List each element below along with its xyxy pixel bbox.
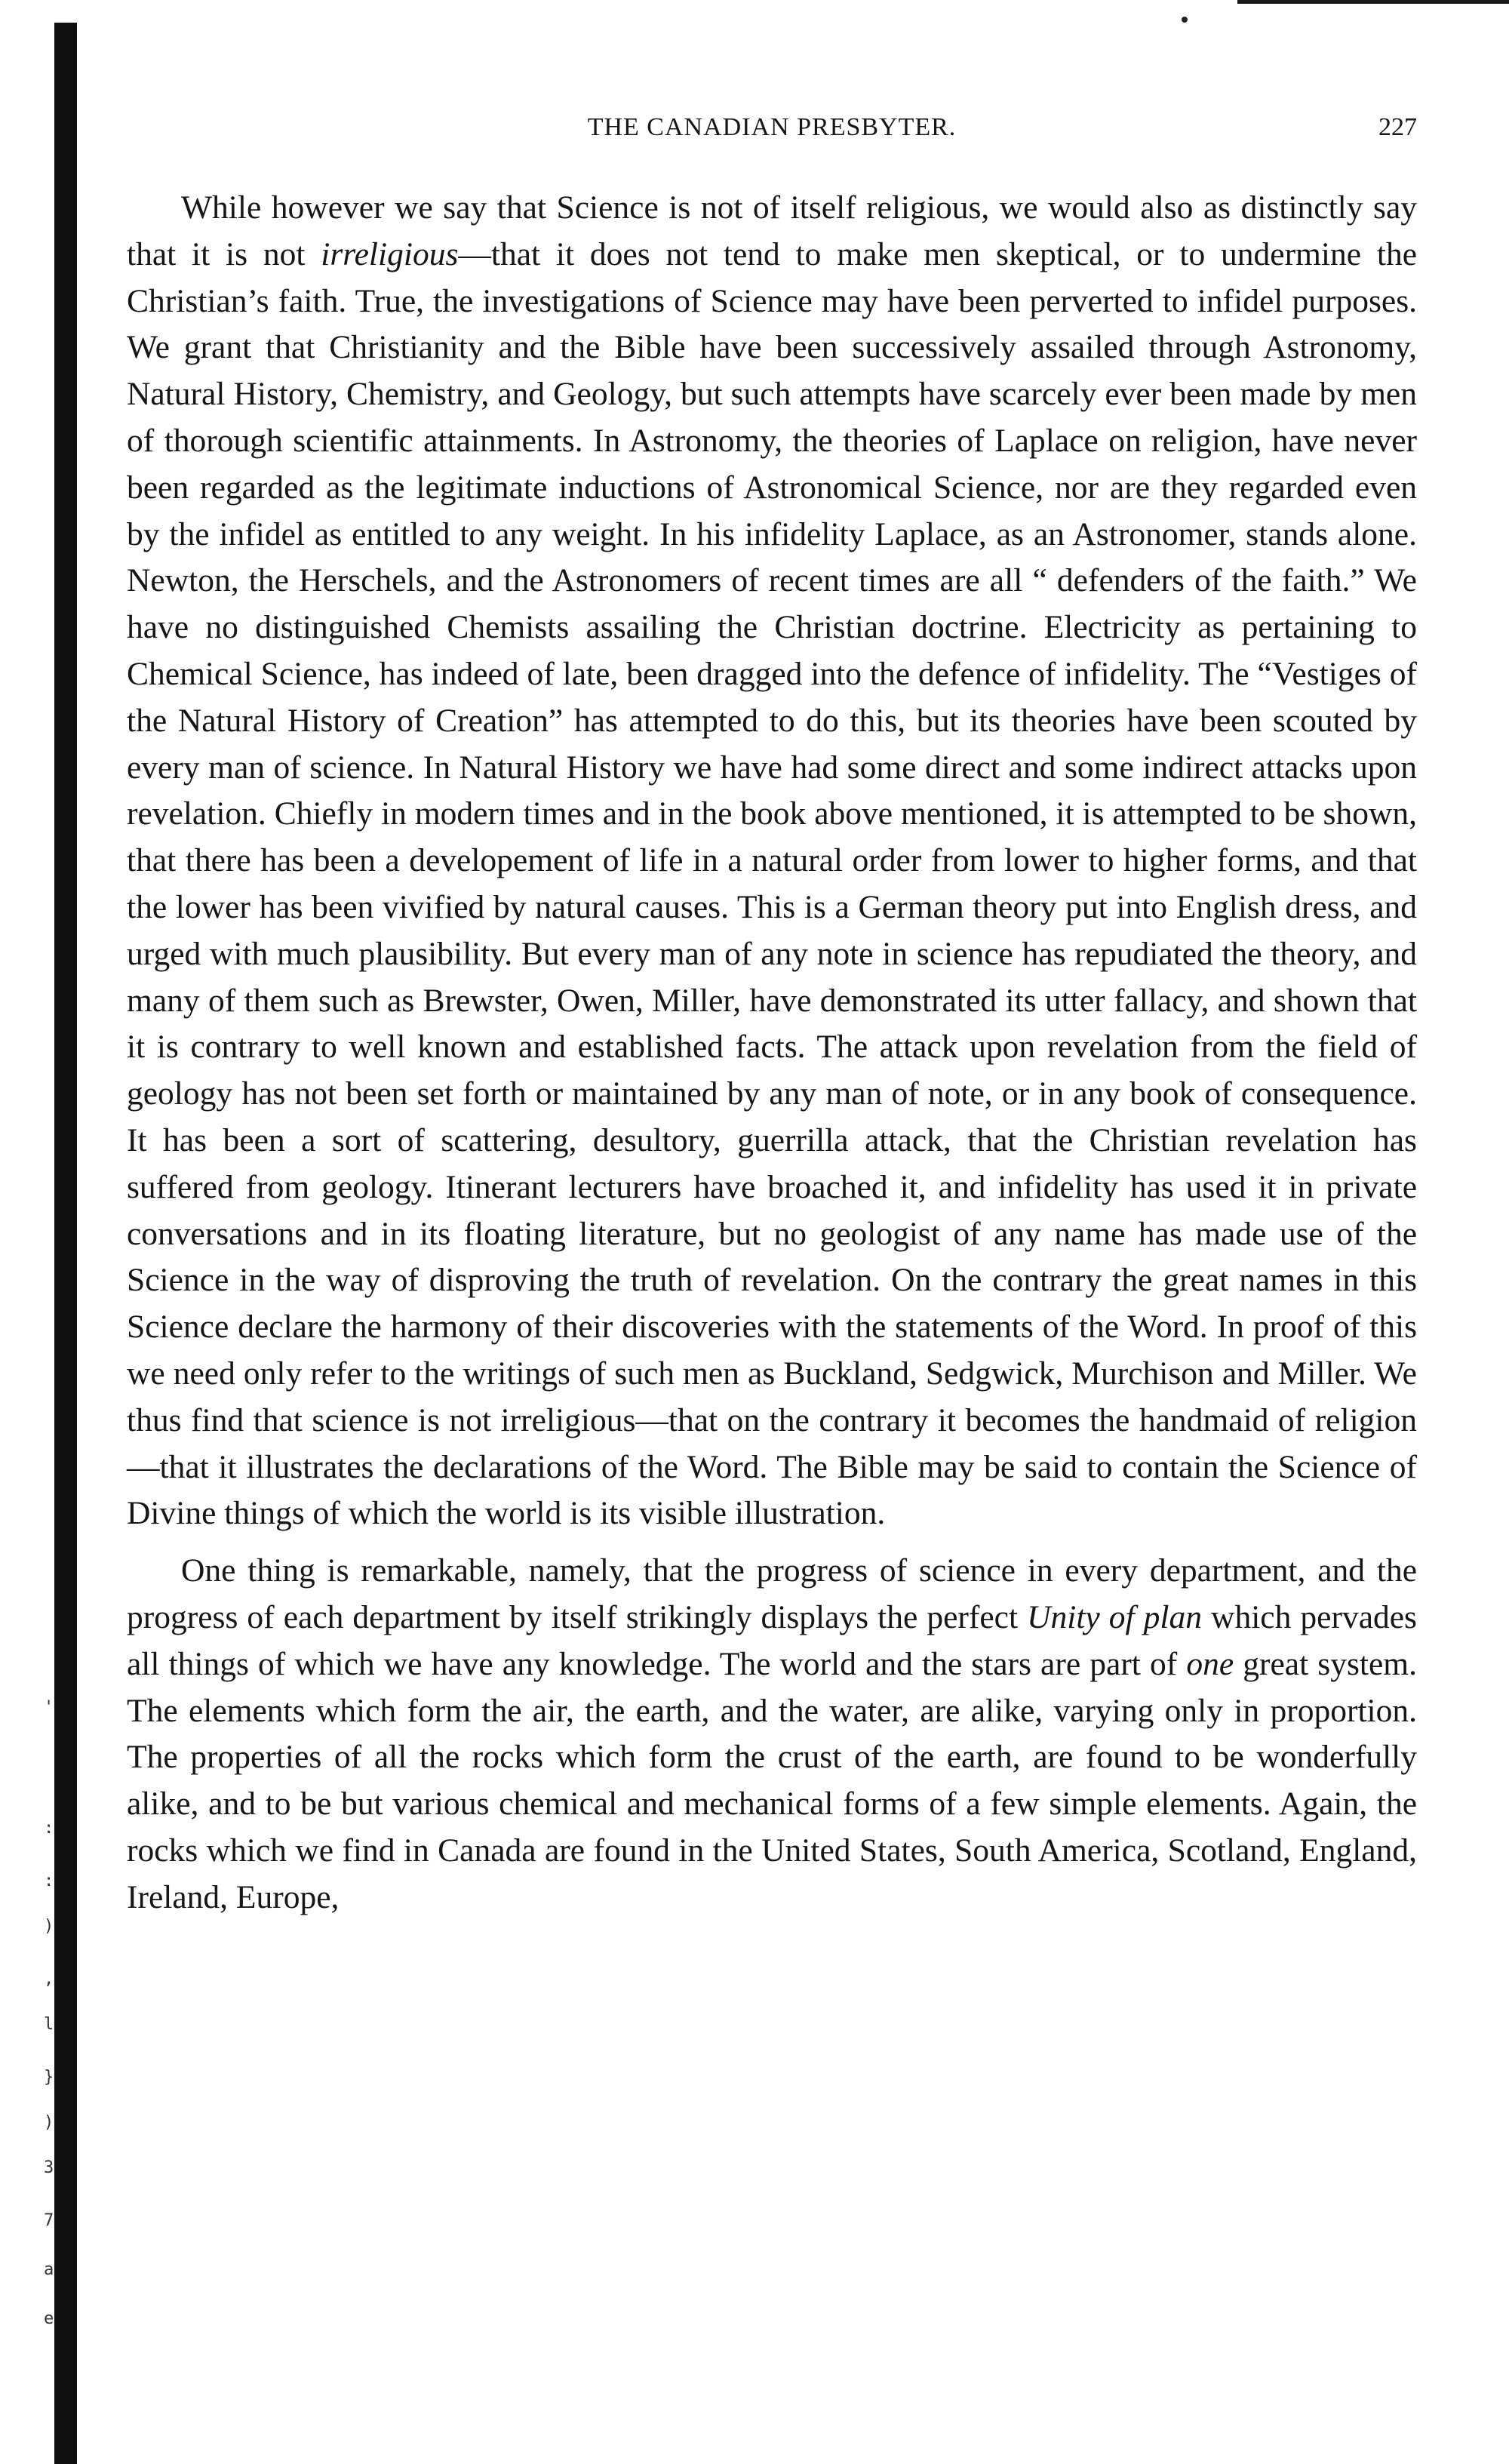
- article-body: [127, 185, 1417, 1921]
- text-run: which pervades all things of which we have any knowledge. The world and the stars are part of: [127, 1598, 1417, 1682]
- margin-mark: }: [44, 2068, 54, 2087]
- margin-mark: ': [44, 1698, 54, 1717]
- scan-top-rule: [1237, 0, 1509, 4]
- text-run: While however we say that Science is not of itself religious, we would also as distinctly say that it is not: [127, 189, 1417, 272]
- scan-speck: [1182, 17, 1188, 23]
- running-title: THE CANADIAN PRESBYTER.: [587, 113, 957, 141]
- paragraph: [127, 185, 1417, 1537]
- margin-mark: 7: [44, 2211, 54, 2230]
- text-run: —that it does not tend to make men skeptical, or to undermine the Christian’s faith. True, the investigations of Science may have been perverted to infidel purposes. We grant that Christianity and the Bible have been successively assailed through Astronomy, Natural History, Chemistry, and Geology, but such attempts have scarcely ever been made by men of thorough scientific attainments. In Astronomy, the theories of Laplace on religion, have never been regarded as the legitimate inductions of Astronomical Science, nor are they regarded even by the infidel as entitled to any weight. In his infidelity Laplace, as an Astronomer, stands alone. Newton, the Herschels, and the Astronomers of recent times are all “ defenders of the faith.” We have no distinguished Chemists assailing the Christian doctrine. Electricity as pertaining to Chemical Science, has indeed of late, been dragged into the defence of infidelity. The “Vestiges of the Natural History of Creation” has attempted to do this, but its theories have been scouted by every man of science. In Natural History we have had some direct and some indirect attacks upon revelation. Chiefly in modern times and in the book above mentioned, it is attempted to be shown, that there has been a developement of life in a natural order from lower to higher forms, and that the lower has been vivified by natural causes. This is a German theory put into English dress, and urged with much plausibility. But every man of any note in science has repudiated the theory, and many of them such as Brewster, Owen, Miller, have demonstrated its utter fallacy, and shown that it is contrary to well known and established facts. The attack upon revelation from the field of geology has not been set forth or maintained by any man of note, or in any book of consequence. It has been a sort of scattering, desultory, guerrilla attack, that the Christian revelation has suffered from geology. Itinerant lecturers have broached it, and infidelity has used it in private conversations and in its floating literature, but no geologist of any name has made use of the Science in the way of disproving the truth of revelation. On the contrary the great names in this Science declare the harmony of their discoveries with the statements of the Word. In proof of this we need only refer to the writings of such men as Buckland, Sedgwick, Murchison and Miller. We thus find that science is not irreligious—that on the contrary it becomes the handmaid of religion—that it illustrates the declarations of the Word. The Bible may be said to contain the Science of Divine things of which the world is its visible illustration.: [127, 235, 1418, 1532]
- text-run: One thing is remarkable, namely, that the progress of science in every department, and the progress of each department by itself strikingly displays the perfect: [127, 1552, 1417, 1635]
- margin-mark: ,: [44, 1970, 54, 1989]
- margin-mark: a: [44, 2260, 54, 2279]
- italic-text-run: one: [1186, 1645, 1234, 1682]
- text-run: great system. The elements which form the air, the earth, and the water, are alike, varying only in proportion. The properties of all the rocks which form the crust of the earth, are found to be wonderfully alike, and to be but various chemical and mechanical forms of a few simple elements. Again, the rocks which we find in Canada are found in the United States, South America, Scotland, England, Ireland, Europe,: [127, 1645, 1417, 1915]
- margin-mark: 3: [44, 2158, 54, 2177]
- margin-bleed-marks: [44, 1698, 66, 2377]
- margin-mark: l: [44, 2015, 54, 2034]
- italic-text-run: irreligious: [321, 235, 459, 272]
- margin-mark: e: [44, 2309, 54, 2328]
- italic-text-run: Unity of plan: [1027, 1598, 1202, 1635]
- margin-mark: :: [44, 1872, 54, 1890]
- margin-mark: ): [44, 2113, 54, 2132]
- page-header: [127, 113, 1417, 158]
- margin-mark: ): [44, 1917, 54, 1936]
- margin-mark: :: [44, 1819, 54, 1838]
- page-number: 227: [1378, 113, 1417, 141]
- paragraph: [127, 1548, 1417, 1921]
